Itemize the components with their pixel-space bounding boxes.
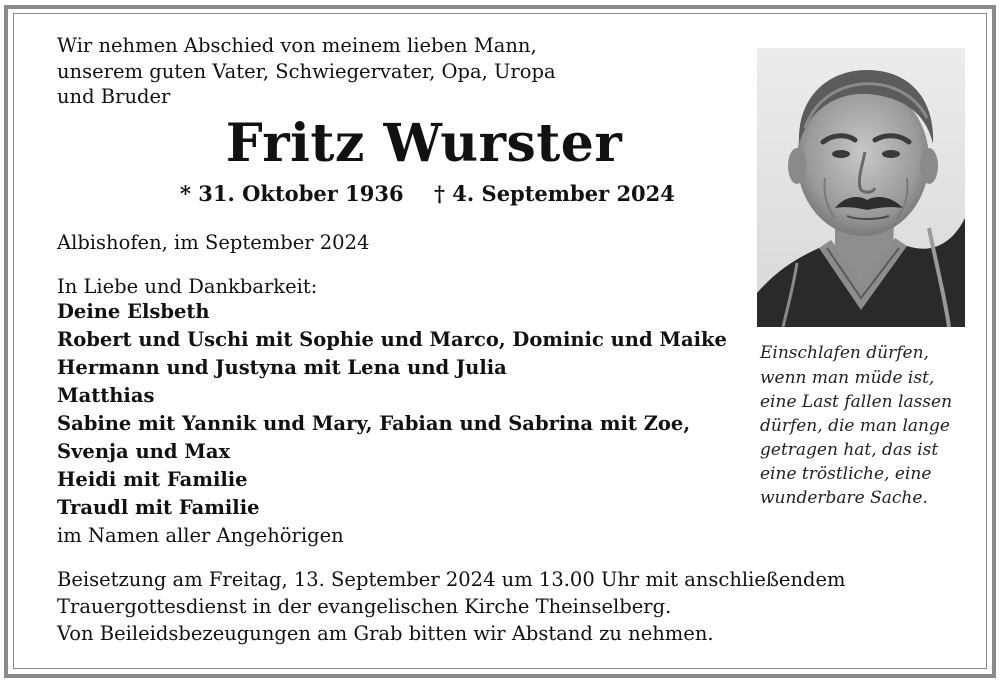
funeral-line: Von Beileidsbezeugungen am Grab bitten wir Abstand zu nehmen. bbox=[57, 622, 714, 645]
quote-line: eine Last fallen lassen bbox=[760, 392, 953, 412]
quote-line: dürfen, die man lange bbox=[760, 416, 950, 436]
quote-line: eine tröstliche, eine bbox=[760, 464, 932, 484]
portrait-icon bbox=[757, 48, 965, 327]
intro-line: unserem guten Vater, Schwiegervater, Opa, Uropa bbox=[57, 60, 556, 83]
intro-line: und Bruder bbox=[57, 85, 171, 108]
quote-line: Einschlafen dürfen, bbox=[760, 343, 929, 363]
mourner-line: Deine Elsbeth bbox=[57, 300, 210, 323]
quote-line: wunderbare Sache. bbox=[760, 488, 928, 508]
portrait-photo bbox=[757, 48, 965, 327]
quote-line: wenn man müde ist, bbox=[760, 368, 935, 388]
quote-line: getragen hat, das ist bbox=[760, 440, 939, 460]
intro-line: Wir nehmen Abschied von meinem lieben Mann, bbox=[57, 34, 537, 57]
mourner-line: Matthias bbox=[57, 384, 155, 407]
birth-date: * 31. Oktober 1936 bbox=[180, 181, 404, 206]
mourners-outro: im Namen aller Angehörigen bbox=[57, 524, 344, 547]
mourners-intro: In Liebe und Dankbarkeit: bbox=[57, 275, 318, 298]
mourner-line: Sabine mit Yannik und Mary, Fabian und Sabrina mit Zoe, bbox=[57, 412, 691, 435]
death-date: † 4. September 2024 bbox=[434, 181, 675, 206]
funeral-line: Trauergottesdienst in der evangelischen Kirche Theinselberg. bbox=[57, 595, 672, 618]
mourner-line: Robert und Uschi mit Sophie und Marco, Dominic und Maike bbox=[57, 328, 727, 351]
mourner-line: Hermann und Justyna mit Lena und Julia bbox=[57, 356, 507, 379]
funeral-line: Beisetzung am Freitag, 13. September 2024 um 13.00 Uhr mit anschließendem bbox=[57, 568, 846, 591]
mourner-line: Svenja und Max bbox=[57, 440, 231, 463]
mourner-line: Heidi mit Familie bbox=[57, 468, 248, 491]
deceased-name: Fritz Wurster bbox=[225, 113, 623, 174]
place-date: Albishofen, im September 2024 bbox=[57, 231, 370, 254]
mourner-line: Traudl mit Familie bbox=[57, 496, 260, 519]
